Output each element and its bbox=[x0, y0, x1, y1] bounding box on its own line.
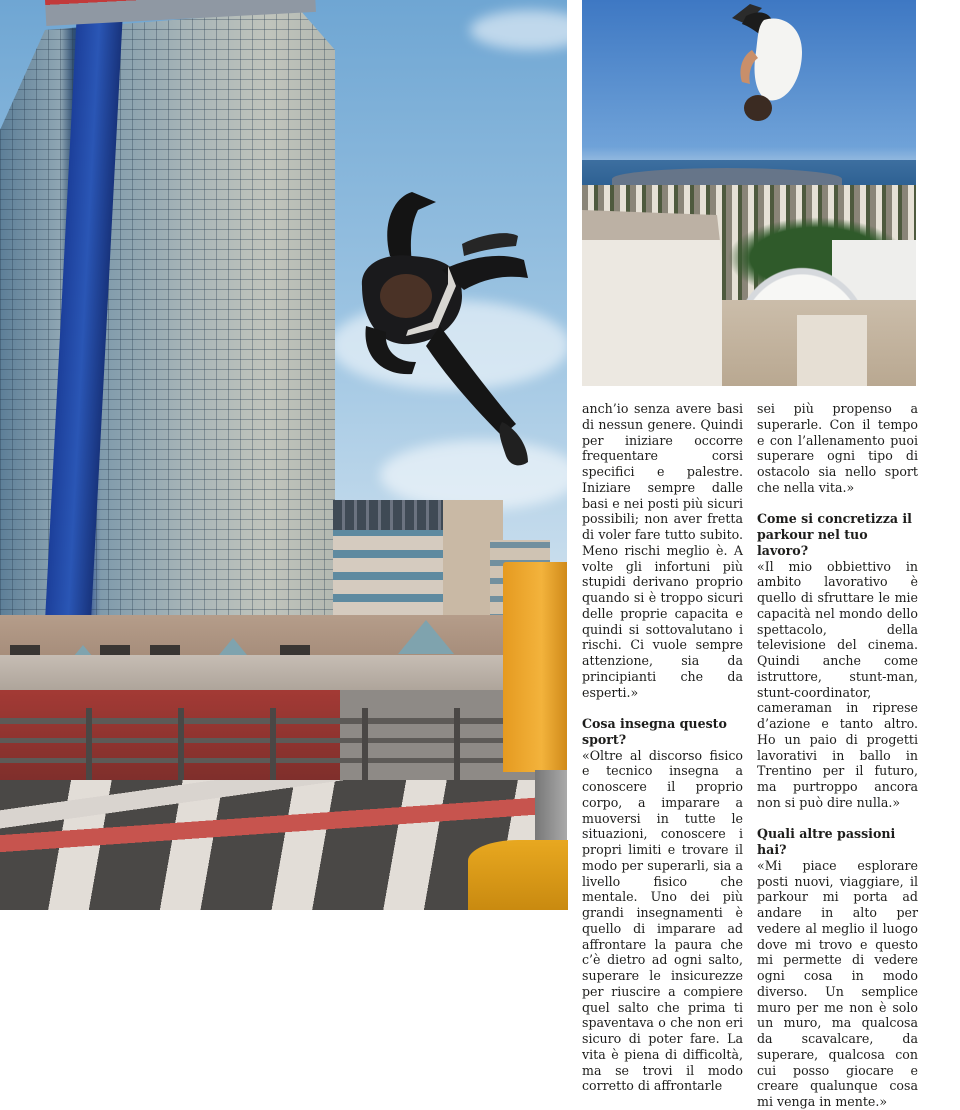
photo-tower-jump bbox=[0, 0, 567, 910]
article-column-right bbox=[757, 401, 918, 1110]
article-column-left bbox=[582, 401, 743, 1094]
roof-deck bbox=[0, 655, 567, 695]
jumper-silhouette bbox=[352, 186, 542, 476]
interview-question: Cosa insegna questo sport? bbox=[582, 716, 727, 747]
railing bbox=[0, 708, 540, 786]
roof-terrace bbox=[722, 300, 916, 386]
interview-answer: «Il mio obbiettivo in ambito lavorativo è quello di sfruttare le mie capacità nel mondo dello spettacolo, della televisione del cinema. Quindi anche come istruttore, stunt-man, stunt-coordinator, cameraman in riprese d’azione e tanto altro. Ho un paio di progetti lavorativi in ballo in Trentino per il futuro, ma purtroppo ancora non si può dire nulla.» bbox=[757, 558, 918, 810]
glass-pyramid bbox=[398, 620, 454, 654]
interview-question: Quali altre passioni hai? bbox=[757, 826, 896, 857]
interview-answer: «Mi piace esplorare posti nuovi, viaggiare, il parkour mi porta ad andare in alto per vedere al meglio il luogo dove mi trovo e questo mi permette di vedere ogni cosa in modo diverso. Un semplice muro per me non è solo un muro, ma qualcosa da scavalcare, da superare, qualcosa con cui posso giocare e creare qualunque cosa mi venga in mente.» bbox=[757, 857, 918, 1109]
yellow-post bbox=[503, 562, 567, 772]
flipping-person bbox=[702, 0, 812, 125]
post-pole bbox=[535, 770, 567, 850]
interview-answer: «Oltre al discorso fisico e tecnico insegna a conoscere il proprio corpo, a imparare a muoversi in tutte le situazioni, conoscere i propri limiti e trovare il modo per superarli, sia a livello fisico che mentale. Uno dei più grandi insegnamenti è quello di imparare ad affrontare la paura che c’è dietro ad ogni salto, superare le insicurezze per riuscire a compiere quel salto che prima ti spaventava o che non eri sicuro di poter fare. La vita è piena di difficoltà, ma se trovi il modo corretto di affrontarle bbox=[582, 747, 743, 1094]
yellow-post-base bbox=[468, 840, 568, 910]
paragraph: anch’io senza avere basi di nessun genere. Quindi per iniziare occorre frequentare corsi specifici e palestre. Iniziare sempre dalle basi e nei posti più sicuri possibili; non aver fretta di voler fare tutto subito. Meno rischi meglio è. A volte gli infortuni più stupidi derivano proprio quando si è troppo sicuri delle proprie capacita e quindi si sottovalutano i rischi. Ci vuole sempre attenzione, sia da principianti che da esperti.» bbox=[582, 401, 743, 700]
photo-rooftop-flip bbox=[582, 0, 916, 386]
cloud bbox=[470, 10, 590, 50]
interview-question: Come si concretizza il parkour nel tuo lavoro? bbox=[757, 511, 912, 558]
paragraph: sei più propenso a superarle. Con il tempo e con l’allenamento puoi superare ogni tipo di ostacolo sia nello sport che nella vita.» bbox=[757, 401, 918, 495]
roof-wall bbox=[582, 200, 722, 386]
